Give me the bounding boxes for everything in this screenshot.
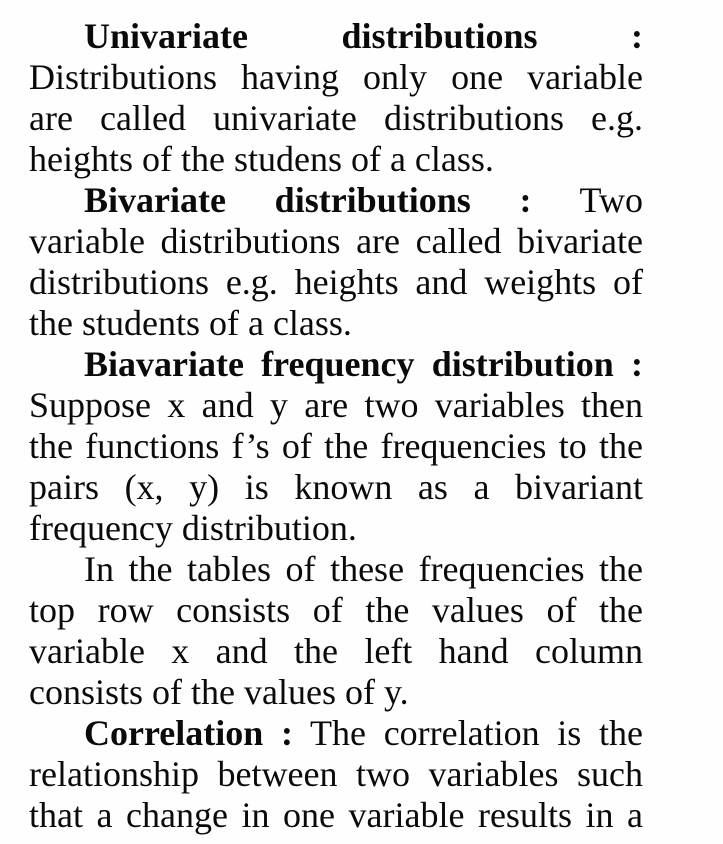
body-text: the functions f’s of the frequencies to the [29,426,643,466]
text-line [29,221,643,262]
body-text: the students of a class. [29,303,352,343]
body-text: Two [531,180,643,220]
text-line [29,426,643,467]
text-line [29,98,643,139]
text-line [29,57,643,98]
paragraph-frequency-tables-note [29,549,643,713]
paragraph-bivariate-distributions [29,180,643,344]
paragraph-correlation [29,713,643,836]
body-text: heights of the studens of a class. [29,139,494,179]
body-text: consists of the values of y. [29,672,409,712]
text-line [29,508,643,549]
text-line [29,385,643,426]
text-line [29,262,643,303]
body-text: In the tables of these frequencies the [84,549,643,589]
text-line [29,590,643,631]
body-text: The correlation is the [292,713,643,753]
text-line [29,16,643,57]
body-text: pairs (x, y) is known as a bivariant [29,467,643,507]
text-line [29,795,643,836]
heading-text: Bivariate distributions : [84,180,532,220]
body-text: Suppose x and y are two variables then [29,385,643,425]
body-text: that a change in one variable results in a [29,795,643,835]
text-line [29,549,643,590]
body-text: Distributions having only one variable [29,57,643,97]
paragraph-univariate-distributions [29,16,643,180]
text-line [29,754,643,795]
heading-text: Univariate distributions : [84,16,643,56]
body-text: relationship between two variables such [29,754,643,794]
body-text: variable distributions are called bivariate [29,221,643,261]
heading-text: Biavariate frequency distribution : [84,344,643,384]
body-text: variable x and the left hand column [29,631,643,671]
body-text: frequency distribution. [29,508,357,548]
paragraph-biavariate-frequency-distribution [29,344,643,549]
body-text: top row consists of the values of the [29,590,643,630]
body-text: distributions e.g. heights and weights of [29,262,643,302]
text-line [29,303,643,344]
text-line [29,180,643,221]
text-line [29,467,643,508]
text-line [29,344,643,385]
text-line [29,672,643,713]
text-line [29,631,643,672]
heading-text: Correlation : [84,713,293,753]
body-text: are called univariate distributions e.g. [29,98,643,138]
text-line [29,713,643,754]
text-line [29,139,643,180]
